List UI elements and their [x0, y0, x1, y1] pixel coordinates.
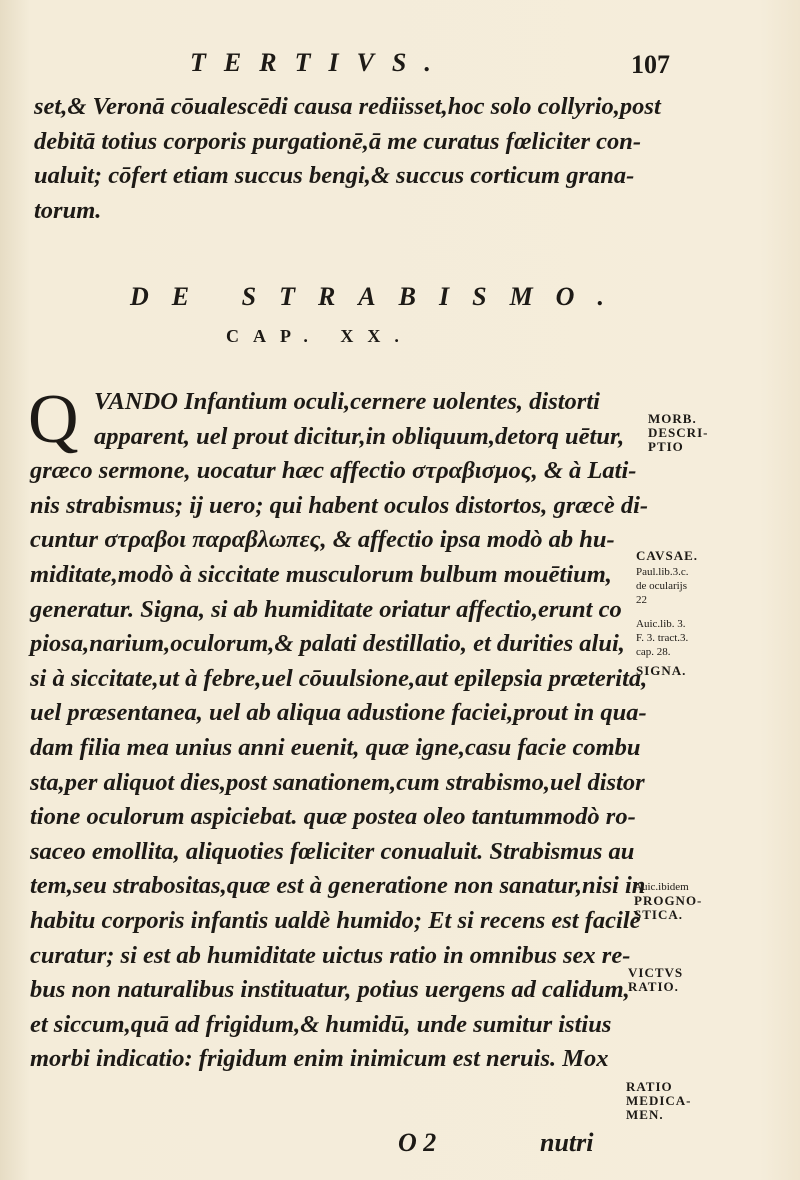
margin-note: Auic.ibidem — [634, 881, 689, 893]
text-line: tione oculorum aspiciebat. quæ postea oleo tantummodò ro- — [30, 803, 636, 831]
text-line: curatur; si est ab humiditate uictus ratio in omnibus sex re- — [30, 941, 631, 969]
text-line: dam filia mea unius anni euenit, quæ igne,casu facie combu — [30, 733, 641, 761]
text-line: si à siccitate,ut à febre,uel cōuulsione,aut epilepsia præterita, — [30, 664, 648, 692]
margin-note: PROGNO- STICA. — [634, 893, 703, 922]
running-head: TERTIVS. — [190, 48, 449, 77]
margin-note: CAVSAE. — [636, 548, 699, 563]
text-line: græco sermone, uocatur hæc affectio στραβισμος, & à Lati- — [30, 457, 637, 485]
text-line: cuntur στραβοι παραβλωπες, & affectio ipsa modò ab hu- — [30, 526, 615, 554]
text-line: set,& Veronā cōualescēdi causa rediisset,hoc solo collyrio,post — [34, 93, 661, 120]
text-line: VANDO Infantium oculi,cernere uolentes, distorti — [94, 388, 600, 415]
margin-note: SIGNA. — [636, 663, 687, 678]
chapter-number: CAP. XX. — [226, 326, 413, 346]
page-header — [150, 48, 670, 88]
margin-note: Paul.lib.3.c. de ocularijs 22 — [636, 566, 689, 606]
chapter-title: DE STRABISMO. — [130, 282, 627, 311]
text-line: habitu corporis infantis ualdè humido; Et si recens est facilè — [30, 906, 641, 934]
text-line: saceo emollita, aliquoties fœliciter conualuit. Strabismus au — [30, 837, 635, 865]
margin-note: Auic.lib. 3. F. 3. tract.3. cap. 28. — [636, 618, 689, 658]
drop-capital: Q — [28, 381, 79, 458]
text-line: et siccum,quā ad frigidum,& humidū, unde sumitur istius — [30, 1010, 612, 1038]
catchword: nutri — [540, 1128, 594, 1157]
text-line: uel præsentanea, uel ab aliqua adustione faciei,prout in qua- — [30, 699, 647, 727]
margin-note: RATIO MEDICA- MEN. — [626, 1079, 692, 1122]
text-line: sta,per aliquot dies,post sanationem,cum strabismo,uel distor — [30, 768, 645, 796]
margin-note: MORB. DESCRI- PTIO — [648, 411, 709, 454]
text-line: miditate,modò à siccitate musculorum bulbum mouētium, — [30, 560, 612, 588]
page-number: 107 — [631, 50, 670, 79]
text-line: apparent, uel prout dicitur,in obliquum,detorq uētur, — [94, 422, 625, 450]
text-line: ualuit; cōfert etiam succus bengi,& succus corticum grana- — [34, 162, 635, 190]
signature-mark: O 2 — [398, 1128, 437, 1157]
text-line: nis strabismus; ij uero; qui habent oculos distortos, græcè di- — [30, 491, 649, 519]
text-line: generatur. Signa, si ab humiditate oriatur affectio,erunt co — [30, 595, 622, 623]
intro-paragraph — [34, 90, 661, 228]
margin-note: VICTVS RATIO. — [628, 965, 684, 994]
text-line: bus non naturalibus instituatur, potius uergens ad calidum, — [30, 976, 630, 1004]
text-line: morbi indicatio: frigidum enim inimicum est neruis. Mox — [30, 1045, 609, 1073]
text-line: debitā totius corporis purgationē,ā me curatus fœliciter con- — [34, 127, 642, 155]
chapter-body — [28, 381, 649, 1077]
text-line: tem,seu strabositas,quæ est à generatione non sanatur,nisi in — [30, 872, 646, 900]
text-line: piosa,narium,oculorum,& palati destillatio, et durities alui, — [30, 630, 625, 658]
text-line: torum. — [34, 196, 102, 224]
